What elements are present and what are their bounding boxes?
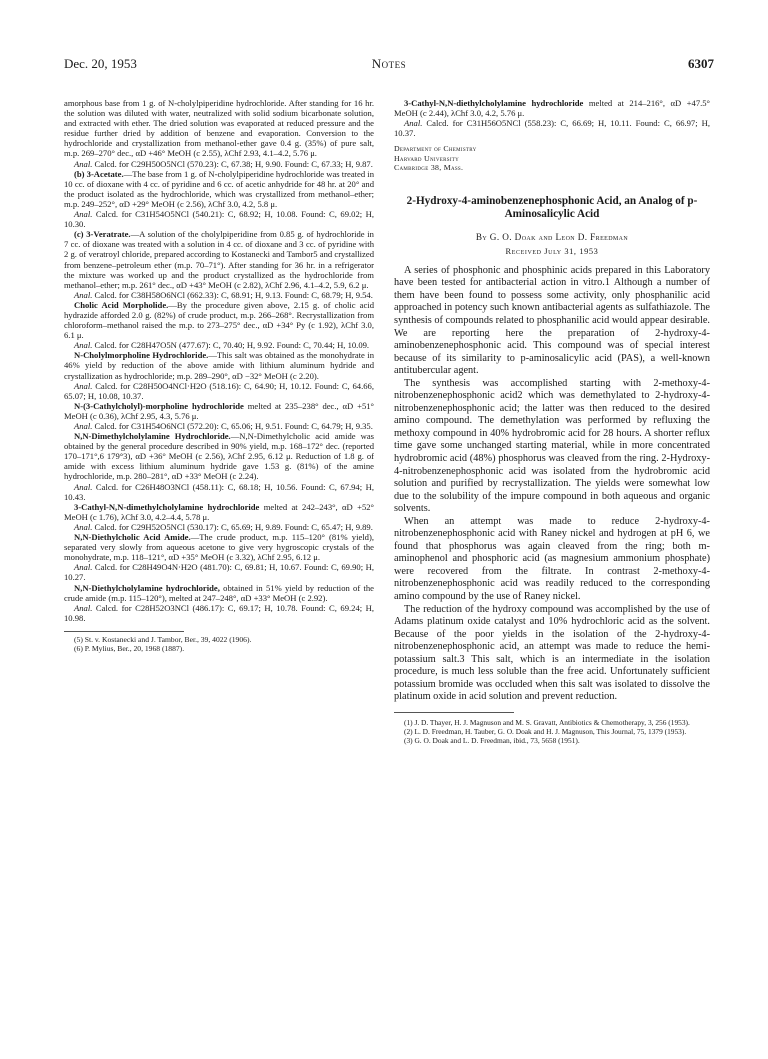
paragraph xyxy=(64,431,374,481)
analysis-label: Anal. xyxy=(74,481,93,492)
affiliation-line: Harvard University xyxy=(394,153,460,163)
compound-heading: N,N-Diethylcholic Acid Amide. xyxy=(74,532,191,543)
right-top-paragraphs xyxy=(394,98,710,138)
paragraph-text: melted at 214–216°, αD +47.5° MeOH (c 2.44), λChf 3.0, 4.2, 5.76 μ. xyxy=(394,98,710,119)
compound-heading: (b) 3-Acetate. xyxy=(74,168,124,179)
paragraph xyxy=(64,381,374,401)
analysis-label: Anal. xyxy=(74,421,93,431)
page-header xyxy=(64,56,714,74)
paragraph xyxy=(64,482,374,502)
right-footnotes xyxy=(394,719,710,746)
footnote: (2) L. D. Freedman, H. Tauber, G. O. Doak and H. J. Magnuson, This Journal, 75, 1379 (1953). xyxy=(404,726,687,736)
footnote: (6) P. Mylius, Ber., 20, 1968 (1887). xyxy=(74,643,185,653)
paragraph xyxy=(64,350,374,380)
body-paragraph: A series of phosphonic and phosphinic acids prepared in this Laboratory have been tested for antibacterial action in vitro.1 Although a number of them have been found to possess some activity, only phosphanilic acid approached in potency such known antibacterial agents as sulfathiazole. The synthesis of compounds related to phosphanilic acid would appear desirable. We are reporting here the preparation of 2-hydroxy-4-aminobenzenephosphonic acid. This compound was of special interest because of its similarity to p-aminosalicylic acid (PAS), a well-known antitubercular agent. xyxy=(394,264,710,377)
page-number: 6307 xyxy=(688,56,714,71)
compound-heading: N-(3-Cathylcholyl)-morpholine hydrochloride xyxy=(74,400,244,411)
paragraph-text: —By the procedure given above, 2.15 g. of cholic acid hydrazide afforded 2.0 g. (82%) of crude product, m.p. 266–268°. Recrystallization from chloroform–methanol raised the m.p. to 273–275° dec., αD +34° Py (c 1.92), λChf 3.0, 6.1 μ. xyxy=(64,299,374,341)
paragraph xyxy=(64,421,374,431)
left-footnotes xyxy=(64,635,374,653)
paragraph xyxy=(64,583,374,603)
byline: By G. O. Doak and Leon D. Freedman xyxy=(475,231,629,242)
paragraph xyxy=(64,169,374,209)
left-column xyxy=(64,98,374,1018)
paragraph-text: —The crude product, m.p. 115–120° (81% yield), separated very slowly from aqueous acetone to give very hygroscopic crystals of the monohydrate, m.p. 118–121°, αD +35° MeOH (c 3.32), λChf 2.95, 6.12 μ. xyxy=(64,532,374,563)
paragraph-text: Calcd. for C31H54O6NCl (572.20): C, 65.06; H, 9.51. Found: C, 64.79; H, 9.35. xyxy=(92,421,373,431)
affiliation xyxy=(394,144,710,172)
paragraph xyxy=(64,522,374,532)
body-paragraph: The reduction of the hydroxy compound was accomplished by the use of Adams platinum oxide catalyst and 10% hydrochloric acid as the solvent. Because of the poor yields in the isolation of the 2-hydroxy-4-nitrobenzenephosphonic acid, an attempt was made to reduce the hemi-potassium salt.3 This salt, which is an intermediate in the isolation procedure, is much less soluble than the free acid. Unfortunately sufficient potassium bromide was occluded when this salt was isolated to dissolve the platinum oxide in acid solution and prevent reduction. xyxy=(394,603,710,703)
received-date: Received July 31, 1953 xyxy=(505,246,599,256)
paragraph-text: melted at 235–238° dec., αD +51° MeOH (c 0.36), λChf 2.95, 4.3, 5.76 μ. xyxy=(64,400,374,421)
footnote: (1) J. D. Thayer, H. J. Magnuson and M. S. Gravatt, Antibiotics & Chemotherapy, 3, 256 (1953). xyxy=(404,717,690,727)
paragraph xyxy=(64,300,374,340)
paragraph-text: —N,N-Dimethylcholic acid amide was obtained by the general procedure described in 90% yield, m.p. 168–172° dec. (reported 170–171°,6 179°3), αD +36° MeOH (c 2.56), λChf 2.95, 6.12 μ. Reduction of 1.8 g. of amide with excess lithium aluminum hydride gave 1.53 g. (81%) of the amine hydrochloride, m.p. 280–281°, αD +33° MeOH (c 2.24). xyxy=(64,431,374,482)
left-footnote-rule xyxy=(64,631,184,632)
right-column xyxy=(394,98,710,1018)
paragraph xyxy=(64,532,374,562)
section-name: Notes xyxy=(371,56,407,71)
paragraph-text: melted at 242–243°, αD +52° MeOH (c 1.76), λChf 3.0, 4.2–4.4, 5.78 μ. xyxy=(64,501,374,522)
issue-date: Dec. 20, 1953 xyxy=(64,56,137,71)
paragraph-text: Calcd. for C31H54O5NCl (540.21): C, 68.92; H, 10.08. Found: C, 69.02; H, 10.30. xyxy=(64,209,374,230)
analysis-label: Anal. xyxy=(74,562,93,573)
paragraph xyxy=(64,290,374,300)
compound-heading: Cholic Acid Morpholide. xyxy=(74,299,169,310)
analysis-label: Anal. xyxy=(74,289,93,300)
paragraph xyxy=(64,340,374,350)
paragraph-text: Calcd. for C38H58O6NCl (662.33): C, 68.91; H, 9.13. Found: C, 68.79; H, 9.54. xyxy=(92,289,373,300)
paragraph-text: amorphous base from 1 g. of N-cholylpiperidine hydrochloride. After standing for 16 hr. the solution was diluted with water, neutralized with solid sodium bicarbonate solution, and extracted with ether. The dried solution was evaporated at reduced pressure and the residue further dried by addition of benzene and evaporation. Conversion to the hydrochloride and crystallization from methanol-ether gave 0.4 g. (35%) of pure salt, m.p. 269–270° dec., αD +46° MeOH (c 2.55), λChf 2.93, 4.1–4.2, 5.76 μ. xyxy=(64,98,374,159)
paragraph-text: Calcd. for C28H47O5N (477.67): C, 70.40; H, 9.92. Found: C, 70.44; H, 10.09. xyxy=(92,340,370,351)
analysis-label: Anal. xyxy=(74,209,93,220)
paragraph-text: obtained in 51% yield by reduction of the crude amide (m.p. 115–120°), melted at 247–248°, αD +33° MeOH (c 2.92). xyxy=(64,582,374,603)
footnote: (3) G. O. Doak and L. D. Freedman, ibid., 73, 5658 (1951). xyxy=(404,735,580,745)
footnote: (5) St. v. Kostanecki and J. Tambor, Ber., 39, 4022 (1906). xyxy=(74,634,252,644)
compound-heading: 3-Cathyl-N,N-diethylcholylamine hydrochloride xyxy=(404,98,584,108)
body-paragraph: When an attempt was made to reduce 2-hydroxy-4-nitrobenzenephosphonic acid with Raney nickel and hydrogen at pH 6, we found that phosphorus was again cleaved from the ring; both m-aminophenol and phosphoric acid (as magnesium ammonium phosphate) were recovered from the filtrate. In contrast 2-methoxy-4-nitrobenzenephosphonic acid was readily reduced to the corresponding amino compound by the use of Raney nickel. xyxy=(394,515,710,602)
paragraph-text: Calcd. for C26H48O3NCl (458.11): C, 68.18; H, 10.56. Found: C, 67.94; H, 10.43. xyxy=(64,481,374,502)
paragraph xyxy=(394,118,710,138)
paragraph xyxy=(64,562,374,582)
paragraph-text: —A solution of the cholylpiperidine from 0.85 g. of hydrochloride in 7 cc. of dioxane was treated with a solution in 4 cc. of dioxane and 3 cc. of pyridine with 2 g. of veratroyl chloride, prepared according to Kostanecki and Tambor5 and crystallized from benzene–petroleum ether (m.p. 70–71°). After standing for 36 hr. in a refrigerator the mixture was worked up and the product crystallized as the hydrochloride from methanol–ether; m.p. 261° dec., αD +43° MeOH (c 2.82), λChf 2.96, 4.1–4.2, 5.9, 6.2 μ. xyxy=(64,229,374,290)
paragraph xyxy=(64,159,374,169)
analysis-label: Anal. xyxy=(74,521,93,532)
paragraph-text: Calcd. for C28H49O4N·H2O (481.70): C, 69.81; H, 10.67. Found: C, 69.90; H, 10.27. xyxy=(64,562,374,583)
article-body xyxy=(394,265,710,704)
left-paragraphs xyxy=(64,98,374,623)
paragraph-text: Calcd. for C29H50O5NCl (570.23): C, 67.38; H, 9.90. Found: C, 67.33; H, 9.87. xyxy=(92,158,373,169)
paragraph-text: —This salt was obtained as the monohydrate in 46% yield by reduction of the above amide with lithium aluminum hydride and crystallization as hydrochloride; m.p. 289–290°, αD −32° MeOH (c 2.20). xyxy=(64,350,374,381)
paragraph xyxy=(64,229,374,290)
analysis-label: Anal. xyxy=(404,118,423,129)
analysis-label: Anal. xyxy=(74,158,93,169)
paragraph-text: Calcd. for C28H52O3NCl (486.17): C, 69.17; H, 10.78. Found: C, 69.24; H, 10.98. xyxy=(64,602,374,623)
paragraph-text: —The base from 1 g. of N-cholylpiperidine hydrochloride was treated in 10 cc. of dioxane with 4 cc. of pyridine and 6 cc. of acetic anhydride for 48 hr. at 20° and the product isolated as the hydrochloride, which was crystallized from methanol–ether; m.p. 249–252°, αD +29° MeOH (c 2.56), λChf 3.0, 4.2, 5.8 μ. xyxy=(64,168,374,209)
paragraph-text: Calcd. for C29H52O5NCl (530.17): C, 65.69; H, 9.89. Found: C, 65.47; H, 9.89. xyxy=(92,521,373,532)
paragraph xyxy=(394,98,710,118)
paragraph xyxy=(64,209,374,229)
paragraph xyxy=(64,502,374,522)
right-footnote-rule xyxy=(394,712,514,713)
compound-heading: (c) 3-Veratrate. xyxy=(74,229,131,240)
affiliation-line: Cambridge 38, Mass. xyxy=(394,163,464,173)
compound-heading: N-Cholylmorpholine Hydrochloride. xyxy=(74,350,209,361)
paragraph-text: Calcd. for C28H50O4NCl·H2O (518.16): C, 64.90; H, 10.12. Found: C, 64.66, 65.07; H, 10.08, 10.37. xyxy=(64,380,374,401)
article-title: 2-Hydroxy-4-aminobenzenephosphonic Acid, an Analog of p-Aminosalicylic Acid xyxy=(406,194,698,221)
paragraph-text: Calcd. for C31H56O5NCl (558.23): C, 66.69; H, 10.11. Found: C, 66.97; H, 10.37. xyxy=(394,118,710,139)
compound-heading: 3-Cathyl-N,N-dimethylcholylamine hydrochloride xyxy=(74,501,260,512)
paragraph xyxy=(64,401,374,421)
analysis-label: Anal. xyxy=(74,380,93,391)
compound-heading: N,N-Diethylcholylamine hydrochloride, xyxy=(74,582,220,593)
paragraph xyxy=(64,98,374,159)
compound-heading: N,N-Dimethylcholylamine Hydrochloride. xyxy=(74,431,231,442)
paragraph xyxy=(64,603,374,623)
analysis-label: Anal. xyxy=(74,340,93,351)
body-paragraph: The synthesis was accomplished starting with 2-methoxy-4-nitrobenzenephosphonic acid2 which was demethylated to 2-hydroxy-4-nitrobenzenephosphonic acid; the latter was then reduced to the desired amino compound. The demethylation was performed by refluxing the methoxy compound in 40% hydrobromic acid for 28 hours. A shorter reflux time gave some unchanged starting material, while in more concentrated hydrobromic acid (48%) phosphorus was cleaved from the ring. 2-Hydroxy-4-nitrobenzenephosphonic acid was isolated from the hydrobromic acid solution and purified by recrystallization. The yields were somewhat low due to the solubility of the impure compound in both aqueous and organic solvents. xyxy=(394,377,710,515)
affiliation-line: Department of Chemistry xyxy=(394,144,477,154)
analysis-label: Anal. xyxy=(74,602,93,613)
